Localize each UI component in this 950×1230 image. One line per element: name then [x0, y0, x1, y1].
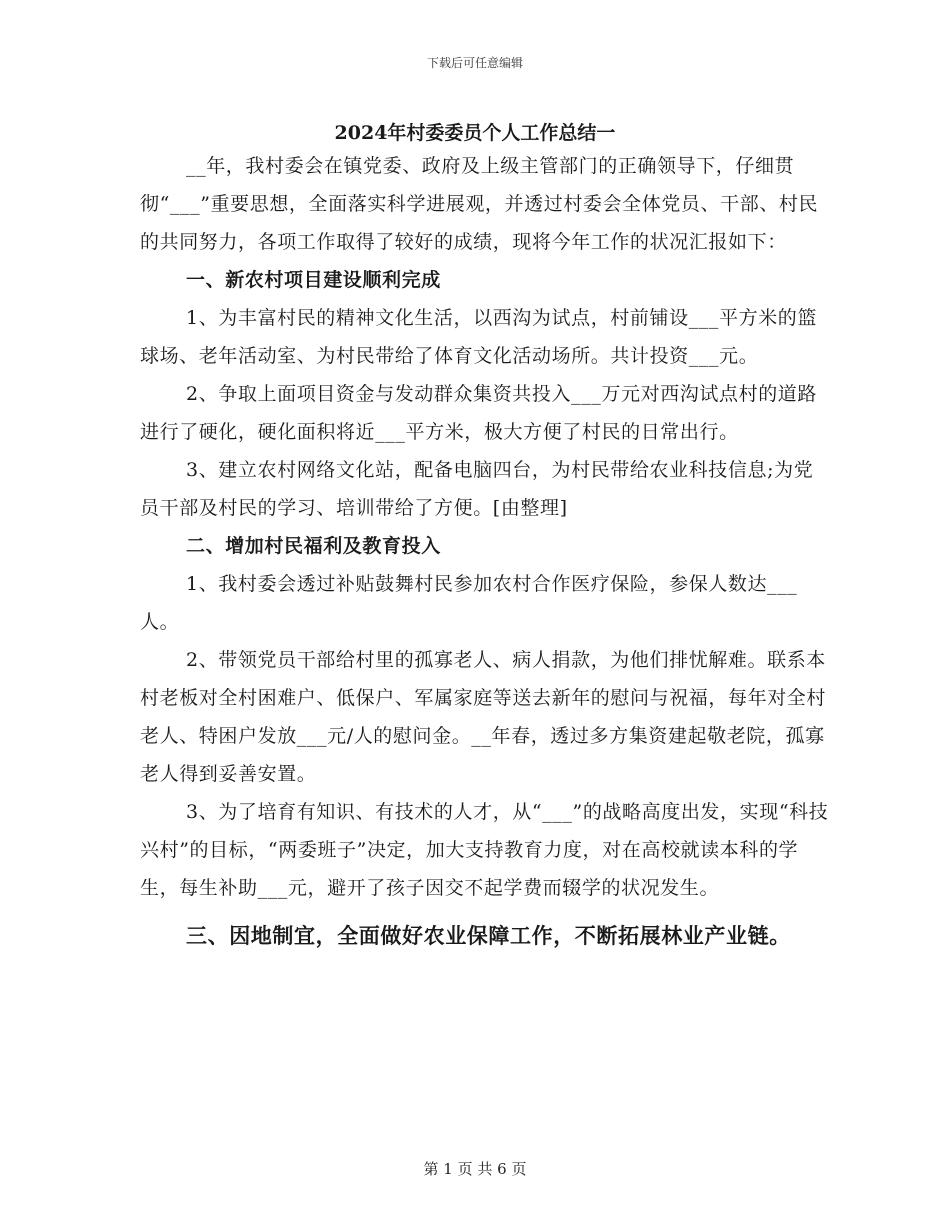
- intro-paragraph: __年，我村委会在镇党委、政府及上级主管部门的正确领导下，仔细贯彻“___”重要思想，全面落实科学进展观，并透过村委会全体党员、干部、村民的共同努力，各项工作取得了较好的成绩，现将今年工作的状况汇报如下：: [140, 155, 819, 253]
- section1-item-3: 3、建立农村网络文化站，配备电脑四台，为村民带给农业科技信息;为党员干部及村民的学习、培训带给了方便。[由整理]: [140, 459, 814, 519]
- section2-item-2: 2、带领党员干部给村里的孤寡老人、病人捐款，为他们排忧解难。联系本村老板对全村困难户、低保户、军属家庭等送去新年的慰问与祝福，每年对全村老人、特困户发放___元/人的慰问金。__年春，透过多方集资建起敬老院，孤寡老人得到妥善安置。: [140, 649, 827, 785]
- document-body: [140, 147, 830, 955]
- section-heading-2: 二、增加村民福利及教育投入: [186, 535, 441, 557]
- page-footer: 第 1 页 共 6 页: [423, 1160, 527, 1178]
- section-heading-1: 一、新农村项目建设顺利完成: [186, 269, 441, 291]
- section1-item-1: 1、为丰富村民的精神文化生活，以西沟为试点，村前铺设___平方米的篮球场、老年活动室、为村民带给了体育文化活动场所。共计投资___元。: [140, 307, 817, 367]
- section2-item-3: 3、为了培育有知识、有技术的人才，从“___”的战略高度出发，实现“科技兴村”的目标，“两委班子”决定，加大支持教育力度，对在高校就读本科的学生，每生补助___元，避开了孩子因交不起学费而辍学的状况发生。: [140, 801, 829, 899]
- section2-item-1: 1、我村委会透过补贴鼓舞村民参加农村合作医疗保险，参保人数达___人。: [140, 573, 798, 633]
- document-title: 2024年村委委员个人工作总结一: [334, 122, 616, 144]
- section1-item-2: 2、争取上面项目资金与发动群众集资共投入___万元对西沟试点村的道路进行了硬化，硬化面积将近___平方米，极大方便了村民的日常出行。: [140, 383, 817, 443]
- section-heading-3: 三、因地制宜，全面做好农业保障工作，不断拓展林业产业链。: [186, 923, 791, 948]
- header-note: 下载后可任意编辑: [426, 56, 523, 70]
